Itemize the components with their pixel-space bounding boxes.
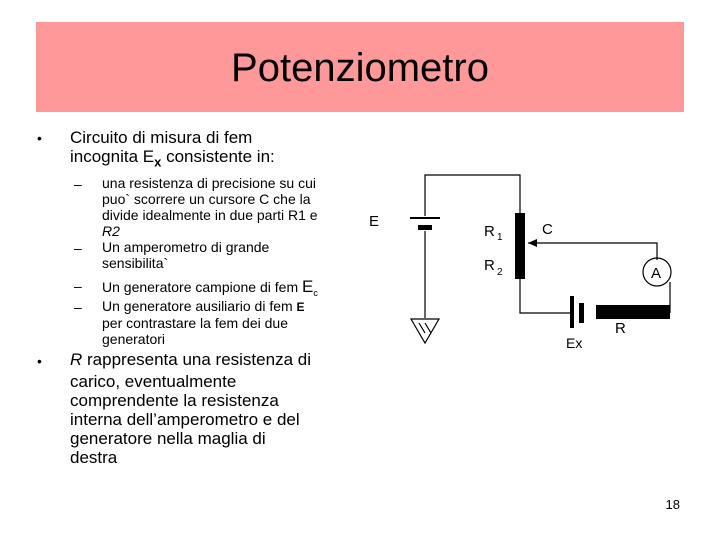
wire-top (425, 175, 520, 216)
subitem-1-dash: – (74, 176, 82, 192)
load-resistor-R (596, 305, 670, 319)
subitem-1-line-1: una resistenza di precisione su cui (102, 175, 317, 191)
bullet-2-line-4: interna dell’amperometro e del (70, 410, 300, 429)
subitem-4-E: E (296, 300, 305, 314)
label-R2-sub: 2 (497, 267, 503, 278)
ground-hatch-2 (425, 323, 431, 333)
label-R1: R (484, 223, 495, 240)
ground-triangle (411, 319, 439, 343)
bullet-2-line-3: comprendente la resistenza (70, 391, 279, 410)
subitem-1-line-3: divide idealmente in due parti R1 e (102, 207, 318, 223)
bullet-2-line-6: destra (70, 448, 118, 467)
subitem-4-line-2: per contrastare la fem dei due (102, 315, 288, 331)
page-title: Potenziometro (231, 46, 489, 90)
battery-Ex-long-plate (570, 296, 574, 328)
label-R1-sub: 1 (497, 232, 503, 243)
wire-cursor (528, 243, 657, 260)
wire-bottom-left (520, 278, 571, 313)
bullet-2-line-1-rest: rappresenta una resistenza di (82, 350, 311, 369)
page-number: 18 (665, 497, 680, 512)
bullet-2-line-2: carico, eventualmente (70, 372, 237, 391)
bullet-2-marker: • (37, 353, 42, 369)
bullet-1-line-1: Circuito di misura di fem (70, 128, 253, 147)
potentiometer-resistor (515, 213, 525, 279)
subitem-1-line-2: puo` scorrere un cursore C che la (102, 191, 311, 207)
label-R2: R (484, 257, 495, 274)
label-A: A (651, 265, 662, 282)
subitem-3-pre: Un generatore campione di fem (102, 279, 302, 295)
label-C: C (542, 221, 553, 238)
subitem-4-dash: – (74, 299, 82, 315)
bullet-2-italic-R: R (70, 350, 83, 369)
bullet-2-line-5: generatore nella maglia di (70, 429, 266, 448)
bullet-1-subscript: x (154, 154, 162, 170)
subitem-1-line-4: R2 (102, 223, 120, 239)
subitem-4-line-3: generatori (102, 331, 166, 347)
battery-Ex-short-plate (579, 303, 584, 323)
bullet-1-marker: • (37, 130, 42, 146)
bullet-1-line-2-post: consistente in: (161, 147, 275, 166)
subitem-3-dash: – (74, 278, 82, 294)
subitem-2-line-2: sensibilita` (102, 255, 169, 271)
label-E: E (369, 213, 380, 230)
label-Ex: Ex (566, 335, 583, 351)
subitem-3-sub: c (313, 287, 318, 298)
subitem-2-line-1: Un amperometro di grande (102, 239, 270, 255)
battery-E-short-plate (418, 225, 432, 230)
subitem-3-E: E (302, 277, 314, 296)
subitem-4-pre: Un generatore ausiliario di fem (102, 298, 297, 314)
subitem-2-dash: – (74, 240, 82, 256)
bullet-1-line-2-pre: incognita E (70, 147, 155, 166)
label-R: R (615, 320, 626, 337)
ground-hatch-1 (419, 323, 425, 333)
cursor-arrowhead (528, 239, 537, 247)
